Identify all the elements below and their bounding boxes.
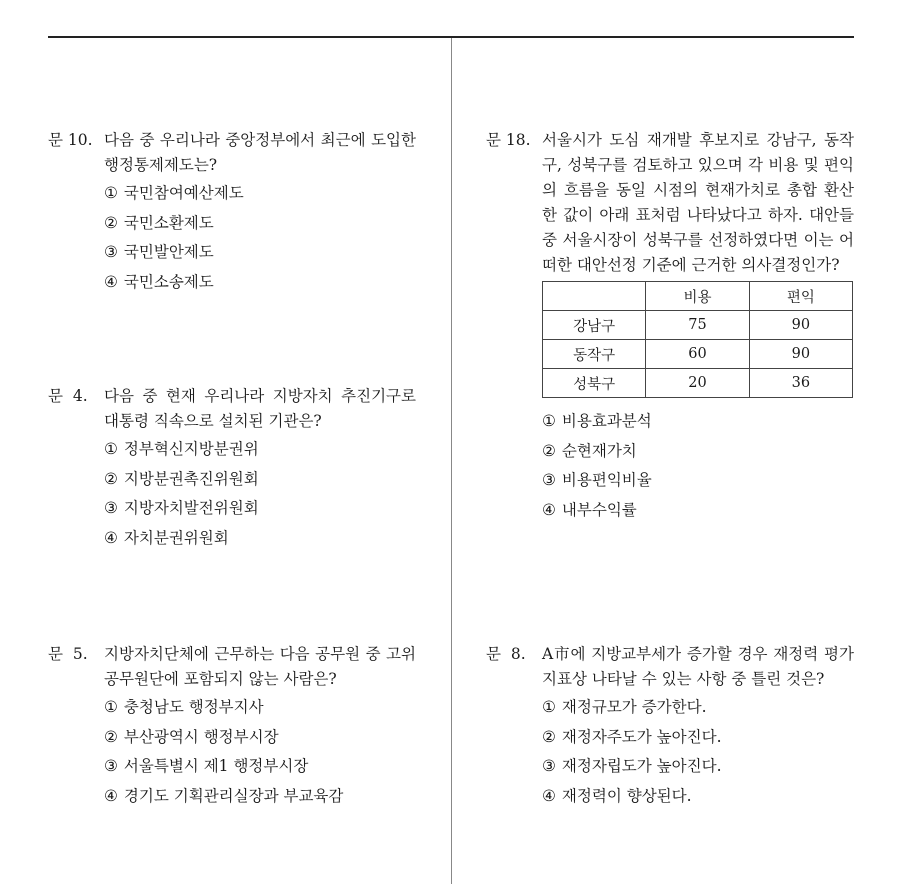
question-number: 문 4. xyxy=(48,387,88,405)
option-marker: ② xyxy=(542,441,556,460)
answer-option[interactable] xyxy=(104,435,259,465)
option-marker: ③ xyxy=(104,499,118,517)
option-marker: ① xyxy=(542,698,556,716)
answer-option[interactable] xyxy=(104,693,343,723)
answer-option[interactable] xyxy=(542,752,722,782)
table-cell: 강남구 xyxy=(543,311,646,340)
answer-option[interactable] xyxy=(542,437,652,467)
answer-option[interactable] xyxy=(542,782,722,812)
answer-option[interactable] xyxy=(542,693,722,723)
option-marker: ② xyxy=(104,727,118,746)
option-text: 비용효과분석 xyxy=(561,412,652,430)
option-text: 자치분권위원회 xyxy=(123,528,229,547)
answer-option[interactable] xyxy=(104,209,244,239)
option-marker: ③ xyxy=(104,243,118,261)
option-marker: ③ xyxy=(104,757,118,775)
table-header-row xyxy=(543,282,853,311)
column-divider xyxy=(451,38,452,884)
answer-options xyxy=(104,693,343,811)
answer-option[interactable] xyxy=(104,723,343,753)
table-cell: 동작구 xyxy=(543,340,646,369)
option-marker: ④ xyxy=(104,786,118,805)
table-cell: 36 xyxy=(749,369,852,398)
table-header-cell xyxy=(543,282,646,311)
question-number: 문 8. xyxy=(486,645,526,663)
option-text: 국민소환제도 xyxy=(123,213,214,232)
cost-benefit-table xyxy=(542,281,853,398)
option-marker: ① xyxy=(104,440,118,458)
question-stem: 지방자치단체에 근무하는 다음 공무원 중 고위공무원단에 포함되지 않는 사람은? xyxy=(104,645,416,688)
answer-options xyxy=(542,407,652,525)
question-stem: A市에 지방교부세가 증가할 경우 재정력 평가지표상 나타날 수 있는 사항 중 틀린 것은? xyxy=(542,645,854,688)
option-marker: ④ xyxy=(542,500,556,519)
option-text: 내부수익률 xyxy=(561,500,637,519)
option-text: 지방자치발전위원회 xyxy=(123,499,259,517)
option-text: 국민발안제도 xyxy=(123,243,214,261)
answer-option[interactable] xyxy=(104,494,259,524)
option-text: 비용편익비율 xyxy=(561,471,652,489)
option-marker: ① xyxy=(104,184,118,202)
table-header-cell: 편익 xyxy=(749,282,852,311)
table-cell: 60 xyxy=(646,340,749,369)
option-marker: ④ xyxy=(542,786,556,805)
option-marker: ① xyxy=(104,698,118,716)
option-marker: ① xyxy=(542,412,556,430)
question-number: 문 18. xyxy=(486,131,531,149)
answer-option[interactable] xyxy=(104,268,244,298)
table-cell: 90 xyxy=(749,311,852,340)
option-text: 충청남도 행정부지사 xyxy=(123,698,264,716)
option-marker: ② xyxy=(104,213,118,232)
answer-option[interactable] xyxy=(542,496,652,526)
answer-option[interactable] xyxy=(104,524,259,554)
option-text: 재정자주도가 높아진다. xyxy=(561,727,722,746)
table-cell: 90 xyxy=(749,340,852,369)
table-row xyxy=(543,340,853,369)
answer-option[interactable] xyxy=(104,782,343,812)
answer-option[interactable] xyxy=(104,179,244,209)
table-header-cell: 비용 xyxy=(646,282,749,311)
option-text: 경기도 기획관리실장과 부교육감 xyxy=(123,786,344,805)
answer-options xyxy=(104,435,259,553)
question-stem: 다음 중 현재 우리나라 지방자치 추진기구로 대통령 직속으로 설치된 기관은? xyxy=(104,387,416,430)
option-text: 재정력이 향상된다. xyxy=(561,786,692,805)
table-cell: 성북구 xyxy=(543,369,646,398)
option-marker: ② xyxy=(542,727,556,746)
table-row xyxy=(543,369,853,398)
answer-option[interactable] xyxy=(104,752,343,782)
table-cell: 75 xyxy=(646,311,749,340)
answer-options xyxy=(542,693,722,811)
option-marker: ④ xyxy=(104,272,118,291)
option-text: 정부혁신지방분권위 xyxy=(123,440,259,458)
answer-option[interactable] xyxy=(542,466,652,496)
table-row xyxy=(543,311,853,340)
option-marker: ③ xyxy=(542,471,556,489)
option-marker: ② xyxy=(104,469,118,488)
option-text: 부산광역시 행정부시장 xyxy=(123,727,279,746)
option-marker: ③ xyxy=(542,757,556,775)
option-text: 서울특별시 제1 행정부시장 xyxy=(123,757,309,775)
option-marker: ④ xyxy=(104,528,118,547)
answer-option[interactable] xyxy=(542,723,722,753)
answer-option[interactable] xyxy=(104,465,259,495)
option-text: 재정자립도가 높아진다. xyxy=(561,757,722,775)
option-text: 순현재가치 xyxy=(561,441,637,460)
answer-option[interactable] xyxy=(104,238,244,268)
option-text: 지방분권촉진위원회 xyxy=(123,469,259,488)
table-cell: 20 xyxy=(646,369,749,398)
answer-options xyxy=(104,179,244,297)
question-stem: 다음 중 우리나라 중앙정부에서 최근에 도입한 행정통제제도는? xyxy=(104,131,416,174)
option-text: 국민소송제도 xyxy=(123,272,214,291)
question-number: 문 10. xyxy=(48,131,93,149)
option-text: 국민참여예산제도 xyxy=(123,184,244,202)
answer-option[interactable] xyxy=(542,407,652,437)
question-number: 문 5. xyxy=(48,645,88,663)
question-stem: 서울시가 도심 재개발 후보지로 강남구, 동작구, 성북구를 검토하고 있으며 각 비용 및 편익의 흐름을 동일 시점의 현재가치로 총합 환산한 값이 아래 표처럼 나타났다고 하자. 대안들 중 서울시장이 성북구를 선정하였다면 이는 어떠한 대안선정 기준에 근거한 의사결정인가? xyxy=(542,131,854,274)
option-text: 재정규모가 증가한다. xyxy=(561,698,707,716)
